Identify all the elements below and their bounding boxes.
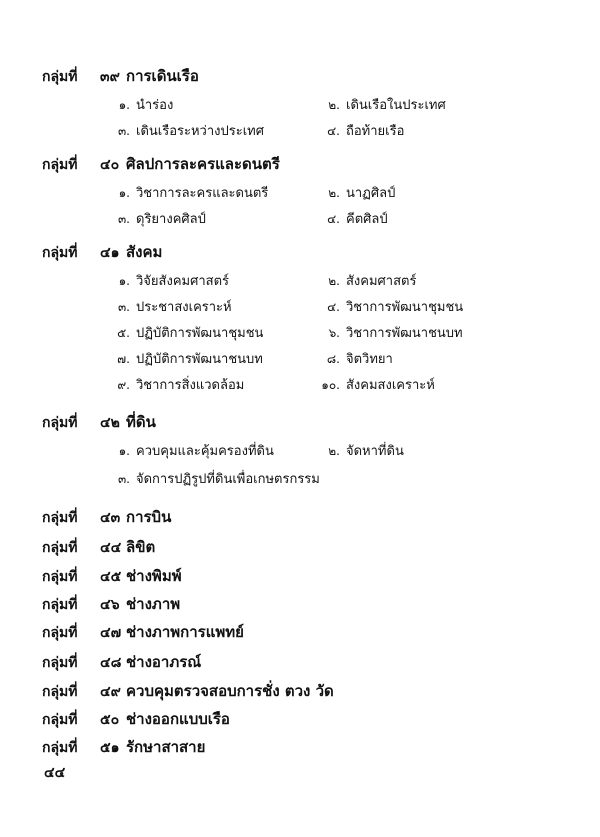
group-label: กลุ่มที่ — [42, 597, 78, 613]
group-41 — [42, 240, 580, 393]
list-item: ๒. เดินเรือในประเทศ — [328, 98, 446, 113]
group-title: ช่างออกแบบเรือ — [126, 710, 230, 728]
group-title: สังคม — [126, 243, 163, 261]
group-title: รักษาสาสาย — [126, 738, 206, 756]
group-label: กลุ่มที่ — [42, 157, 78, 173]
list-item: ๒. นาฏศิลป์ — [328, 186, 396, 201]
group-44 — [42, 535, 155, 559]
list-item: ๒. สังคมศาสตร์ — [328, 274, 417, 289]
page-number: ๔๔ — [44, 765, 66, 781]
group-number: ๔๑ — [100, 245, 120, 261]
group-number: ๔๖ — [100, 597, 120, 613]
group-45 — [42, 564, 182, 588]
list-item: ๑. ควบคุมและคุ้มครองที่ดิน — [118, 444, 274, 459]
group-number: ๔๗ — [100, 625, 122, 641]
list-item: ๑. วิจัยสังคมศาสตร์ — [118, 274, 229, 289]
list-item: ๑๐. สังคมสงเคราะห์ — [321, 378, 435, 393]
group-title: ช่างอาภรณ์ — [126, 653, 202, 671]
list-item: ๓. เดินเรือระหว่างประเทศ — [117, 124, 264, 139]
group-number: ๔๓ — [100, 510, 121, 526]
list-item: ๙. วิชาการสิ่งแวดล้อม — [117, 378, 245, 393]
group-number: ๔๕ — [100, 569, 122, 585]
list-item: ๓. ประชาสงเคราะห์ — [117, 300, 232, 315]
list-item: ๕. ปฏิบัติการพัฒนาชุมชน — [117, 326, 264, 341]
group-number: ๔๙ — [100, 684, 121, 700]
list-item: ๒. จัดหาที่ดิน — [328, 444, 404, 459]
group-label: กลุ่มที่ — [42, 510, 78, 526]
group-49 — [42, 679, 334, 703]
group-42 — [42, 410, 580, 487]
group-number: ๕๑ — [100, 740, 120, 756]
group-title: ลิขิต — [126, 538, 156, 556]
group-label: กลุ่มที่ — [42, 569, 78, 585]
list-item: ๑. นำร่อง — [118, 98, 174, 113]
group-label: กลุ่มที่ — [42, 245, 78, 261]
list-item: ๖. วิชาการพัฒนาชนบท — [328, 326, 463, 341]
group-50 — [42, 707, 230, 731]
group-title: ช่างภาพการแพทย์ — [126, 623, 244, 641]
group-number: ๔๒ — [100, 415, 120, 431]
group-number: ๔๘ — [100, 655, 122, 671]
group-number: ๕๐ — [100, 712, 120, 728]
group-label: กลุ่มที่ — [42, 655, 78, 671]
group-title: ที่ดิน — [126, 413, 156, 431]
list-item: ๗. ปฏิบัติการพัฒนาชนบท — [117, 352, 263, 367]
group-label: กลุ่มที่ — [42, 540, 78, 556]
group-heading — [42, 152, 580, 176]
list-item: ๓. จัดการปฏิรูปที่ดินเพื่อเกษตรกรรม — [117, 472, 320, 487]
group-title: ศิลปการละครและดนตรี — [126, 155, 280, 173]
group-label: กลุ่มที่ — [42, 625, 78, 641]
group-heading — [42, 240, 580, 264]
group-title: การเดินเรือ — [126, 67, 199, 85]
group-label: กลุ่มที่ — [42, 740, 78, 756]
group-number: ๓๙ — [100, 69, 120, 85]
list-item: ๘. จิตวิทยา — [326, 352, 393, 367]
group-47 — [42, 620, 244, 644]
group-number: ๔๐ — [100, 157, 120, 173]
group-label: กลุ่มที่ — [42, 69, 78, 85]
list-item: ๓. ดุริยางคศิลป์ — [117, 212, 206, 227]
group-title: ควบคุมตรวจสอบการชั่ง ตวง วัด — [126, 682, 334, 700]
list-item: ๔. ถือท้ายเรือ — [327, 124, 405, 139]
group-heading — [42, 64, 580, 88]
group-label: กลุ่มที่ — [42, 415, 78, 431]
group-title: ช่างพิมพ์ — [126, 567, 182, 585]
list-item: ๔. วิชาการพัฒนาชุมชน — [327, 300, 464, 315]
group-46 — [42, 592, 180, 616]
group-51 — [42, 735, 205, 759]
list-item: ๑. วิชาการละครและดนตรี — [118, 186, 269, 201]
list-item: ๔. คีตศิลป์ — [327, 212, 388, 227]
group-title: ช่างภาพ — [126, 595, 181, 613]
group-43 — [42, 505, 171, 529]
group-40 — [42, 152, 580, 227]
group-heading — [42, 410, 580, 434]
group-48 — [42, 650, 201, 674]
group-number: ๔๔ — [100, 540, 122, 556]
group-label: กลุ่มที่ — [42, 684, 78, 700]
group-39 — [42, 64, 580, 139]
group-title: การบิน — [126, 508, 172, 526]
group-label: กลุ่มที่ — [42, 712, 78, 728]
